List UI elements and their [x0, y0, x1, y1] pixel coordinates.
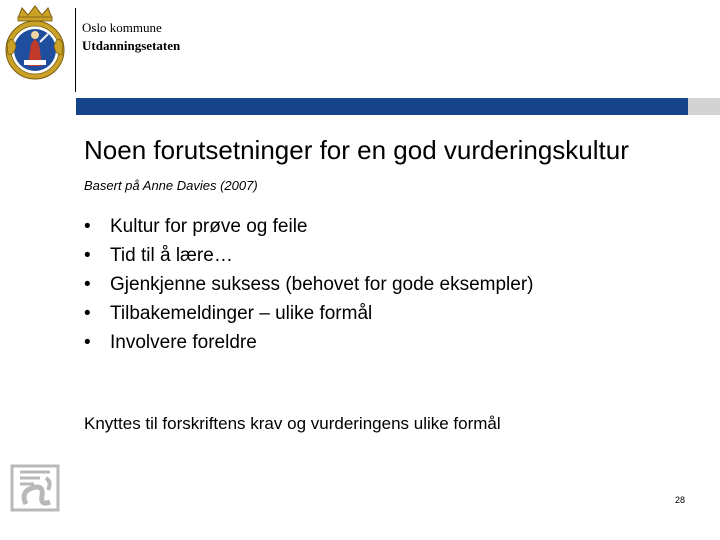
bullet-list [84, 216, 534, 361]
bullet-item [84, 303, 534, 332]
bullet-item [84, 245, 534, 274]
bullet-item [84, 274, 534, 303]
slide-title: Noen forutsetninger for en god vurderingskultur [84, 135, 629, 165]
bullet-text: Kultur for prøve og feile [110, 216, 308, 237]
oslo-city-seal-icon [4, 4, 66, 82]
bullet-text: Tid til å lære… [110, 245, 233, 266]
oslo-kommune-footer-logo-icon [10, 464, 60, 512]
header-gray-band [688, 98, 720, 115]
bullet-text: Gjenkjenne suksess (behovet for gode eksempler) [110, 274, 534, 295]
department-name: Utdanningsetaten [82, 38, 181, 53]
bullet-icon: • [84, 303, 91, 324]
bullet-icon: • [84, 332, 91, 353]
org-name: Oslo kommune [82, 20, 162, 35]
bullet-icon: • [84, 274, 91, 295]
slide-subtitle: Basert på Anne Davies (2007) [84, 178, 258, 193]
bullet-text: Involvere foreldre [110, 332, 257, 353]
page-number: 28 [675, 495, 686, 505]
bullet-item [84, 332, 534, 361]
bullet-icon: • [84, 245, 91, 266]
bullet-item [84, 216, 534, 245]
closing-statement: Knyttes til forskriftens krav og vurderingens ulike formål [84, 414, 501, 433]
bullet-icon: • [84, 216, 91, 237]
header-divider [75, 8, 76, 92]
header-blue-band [76, 98, 688, 115]
bullet-text: Tilbakemeldinger – ulike formål [110, 303, 373, 324]
